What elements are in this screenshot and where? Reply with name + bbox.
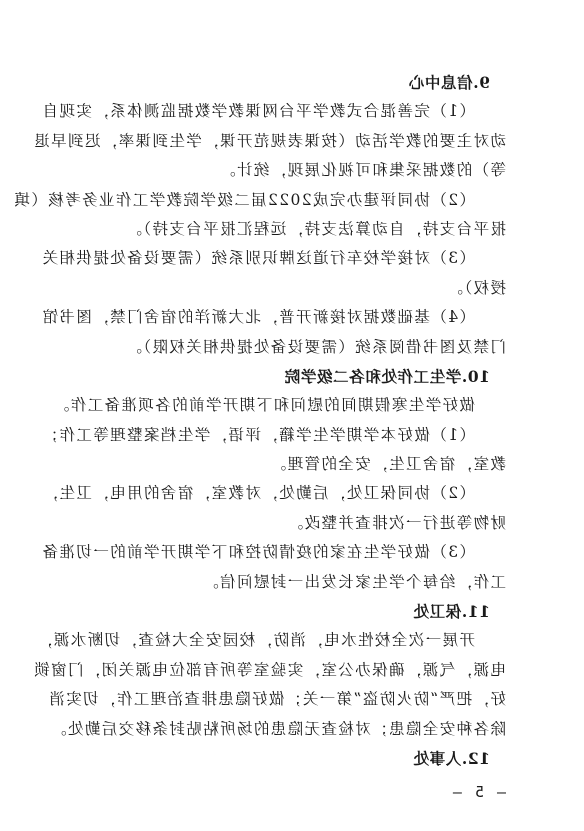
paragraph-line: （2）协同评建办完成2022届二级学院教学工作业务考核（填 <box>13 190 475 209</box>
paragraph-line: 工作，给每个学生家长发出一封慰问信。 <box>201 572 506 591</box>
paragraph-line: 等）的数据采集和可视化展现，统计。 <box>218 161 506 180</box>
paragraph-line: （1）完善混合式教学平台网课教学数据监测体系，实现自 <box>41 102 475 121</box>
paragraph-line: 授权）。 <box>446 278 506 297</box>
paragraph-line: （1）做好本学期学生学籍，评语，学生档案整理等工作； <box>41 425 475 444</box>
section-heading: 12.人事处 <box>412 748 490 768</box>
paragraph-line: 教室，宿舍卫生，安全的管理。 <box>269 455 506 474</box>
paragraph-line: 财物等进行一次排查并整改。 <box>286 513 506 532</box>
section-heading: 11.保卫处 <box>412 602 490 622</box>
paragraph-line: （3）对接学校车行道这牌识别系统（需要设备处提供相关 <box>41 249 475 268</box>
paragraph-line: 报平台支持，自动算法支持，远程汇报平台支持）。 <box>125 219 506 238</box>
paragraph-line: 电源，气源，确保办公室，实验室等所有部位电源关闭，门窗锁 <box>32 660 506 679</box>
paragraph-line: 门禁及图书借阅系统（需要设备处提供相关权限）。 <box>125 337 506 356</box>
section-heading: 9.信息中心 <box>408 73 490 92</box>
paragraph-line: （4）基础数据对接新开普，北大新洋的宿舍门禁，图书馆 <box>41 308 475 327</box>
paragraph-line: （3）做好学生在家的疫情防控和下学期开学前的一切准备 <box>41 543 475 562</box>
paragraph-line: 动对主要的教学活动（按课表规范开课，学生到课率，迟到早退 <box>32 131 506 150</box>
paragraph-line: 好，把严“防火防盗”第一关；做好隐患排查治理工作，切实消 <box>47 690 506 709</box>
page-number: — 5 — <box>450 783 506 801</box>
paragraph-line: 除各种安全隐患；对检查无隐患的场所粘贴封条移交后勤处。 <box>49 719 506 738</box>
section-heading: 10.学生工作处和各二级学院 <box>284 366 490 386</box>
paragraph-line: 开展一次全校性水电，消防，校园安全大检查，切断水源， <box>35 631 475 650</box>
document-body <box>13 68 506 773</box>
paragraph-line: 做好学生寒假期间的慰问和下期开学前的各项准备工作。 <box>52 396 475 415</box>
paragraph-line: （2）协同保卫处，后勤处，对教室，宿舍的用电，卫生， <box>41 484 475 503</box>
